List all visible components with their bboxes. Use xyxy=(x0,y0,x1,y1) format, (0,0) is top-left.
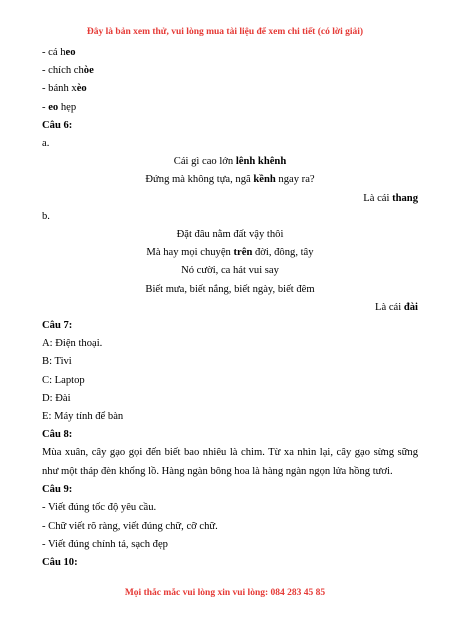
bold-text: òe xyxy=(83,65,94,77)
riddle-line xyxy=(42,226,418,244)
text: Là cái xyxy=(363,192,393,204)
list-item xyxy=(42,99,418,117)
list-item: - Viết đúng chính tả, sạch đẹp xyxy=(42,538,168,550)
riddle-line xyxy=(42,153,418,171)
bold-text: eo xyxy=(65,47,76,58)
riddle-line xyxy=(42,171,418,189)
word-list xyxy=(42,44,418,117)
riddle-answer xyxy=(42,190,418,208)
bold-text: kềnh xyxy=(253,174,276,186)
option-item: E: Máy tính để bàn xyxy=(42,411,124,423)
document-body xyxy=(42,44,418,572)
list-item: - Chữ viết rõ ràng, viết đúng chữ, cỡ chữ. xyxy=(42,520,218,532)
bold-text: đài xyxy=(403,301,418,313)
riddle-line xyxy=(42,281,418,299)
text: - bánh x xyxy=(42,83,77,95)
text: Mà hay mọi chuyện xyxy=(146,247,234,259)
riddle-answer xyxy=(42,299,418,317)
text: - xyxy=(42,101,49,113)
part-b-label: b. xyxy=(42,210,50,222)
text: Là cái xyxy=(375,301,404,313)
question-8-heading: Câu 8: xyxy=(42,429,73,441)
text: Nó cười, ca hát vui say xyxy=(181,265,279,277)
question-8-paragraph: Mùa xuân, cây gạo gọi đến biết bao nhiêu là chim. Từ xa nhìn lại, cây gạo sừng sững như một tháp đèn khổng lồ. Hàng ngàn bông hoa là hàng ngàn ngọn lửa hồng tươi. xyxy=(42,447,418,477)
question-10-heading: Câu 10: xyxy=(42,557,78,569)
bold-text: èo xyxy=(76,83,87,95)
list-item xyxy=(42,80,418,98)
bold-text: trên xyxy=(233,247,253,259)
text: ngay ra? xyxy=(275,174,315,186)
list-item xyxy=(42,62,418,80)
riddle-line xyxy=(42,244,418,262)
option-item: D: Đài xyxy=(42,392,71,404)
text: Cái gì cao lớn xyxy=(173,156,236,168)
text: Đứng mà không tựa, ngã xyxy=(145,174,254,186)
option-item: C: Laptop xyxy=(42,374,85,386)
option-item: A: Điện thoại. xyxy=(42,338,103,350)
text: Biết mưa, biết nắng, biết ngày, biết đêm xyxy=(145,283,315,295)
text: đời, đông, tây xyxy=(252,247,314,259)
part-a-label: a. xyxy=(42,138,50,150)
bold-text: eo xyxy=(48,101,59,113)
contact-notice: Mọi thắc mắc vui lòng xin vui lòng: 084 283 45 85 xyxy=(124,588,326,598)
list-item xyxy=(42,44,418,62)
riddle-line xyxy=(42,262,418,280)
option-item: B: Tivi xyxy=(42,356,72,368)
question-9-heading: Câu 9: xyxy=(42,484,73,496)
list-item: - Viết đúng tốc độ yêu cầu. xyxy=(42,502,157,514)
bold-text: thang xyxy=(392,192,418,204)
text: Đặt đâu nằm đất vậy thôi xyxy=(176,229,284,241)
text: - cá h xyxy=(42,47,66,58)
bold-text: lênh khênh xyxy=(235,156,287,168)
text: - chích ch xyxy=(42,65,84,77)
question-7-heading: Câu 7: xyxy=(42,320,73,332)
preview-notice: Đây là bản xem thử, vui lòng mua tài liệu để xem chi tiết (có lời giải) xyxy=(86,27,364,37)
text: hẹp xyxy=(58,101,77,113)
question-6-heading: Câu 6: xyxy=(42,119,73,131)
